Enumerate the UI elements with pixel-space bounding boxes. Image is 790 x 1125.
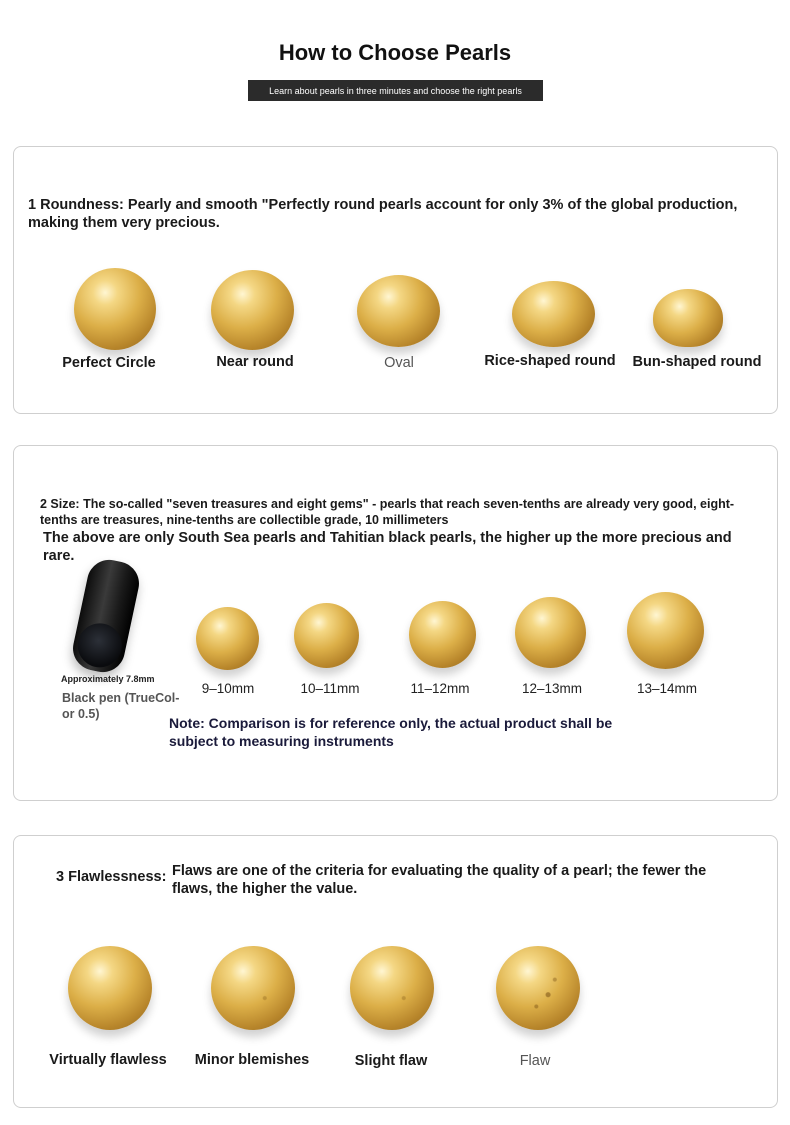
size-heading: 2 Size: The so-called "seven treasures and eight gems" - pearls that reach seven-tenths are already very good, eight-tenths are treasures, nine-tenths are collectible grade, 10 millimeters	[40, 497, 735, 527]
label-flaw: Flaw	[519, 1053, 551, 1069]
subtitle-banner: Learn about pearls in three minutes and choose the right pearls	[248, 80, 543, 101]
comparison-note: Note: Comparison is for reference only, the actual product shall be subject to measuring instruments	[169, 715, 613, 749]
label-12-13mm: 12–13mm	[521, 681, 583, 696]
label-virtually-flawless: Virtually flawless	[49, 1052, 167, 1068]
label-slight-flaw: Slight flaw	[354, 1053, 428, 1069]
label-11-12mm: 11–12mm	[410, 681, 470, 696]
roundness-heading: 1 Roundness: Pearly and smooth "Perfectly round pearls account for only 3% of the global production, making them very precious.	[28, 197, 738, 231]
label-13-14mm: 13–14mm	[636, 681, 698, 696]
pearl-13-14mm	[627, 592, 704, 669]
pearl-10-11mm	[294, 603, 359, 668]
label-perfect-circle: Perfect Circle	[62, 355, 156, 371]
pen-caption: Black pen (TrueCol-or 0.5)	[62, 691, 180, 721]
pen-approx-size: Approximately 7.8mm	[61, 674, 155, 684]
size-subheading: The above are only South Sea pearls and Tahitian black pearls, the higher up the more precious and rare.	[43, 530, 732, 564]
label-oval: Oval	[384, 355, 414, 371]
pearl-11-12mm	[409, 601, 476, 668]
label-9-10mm: 9–10mm	[201, 681, 255, 696]
pearl-slight-flaw	[350, 946, 434, 1030]
pearl-flaw	[496, 946, 580, 1030]
pearl-virtually-flawless	[68, 946, 152, 1030]
pearl-minor-blemishes	[211, 946, 295, 1030]
pearl-oval	[357, 275, 440, 347]
pearl-near-round	[211, 270, 294, 350]
pearl-perfect-circle	[74, 268, 156, 350]
pearl-12-13mm	[515, 597, 586, 668]
label-bun-shaped: Bun-shaped round	[632, 354, 762, 370]
label-10-11mm: 10–11mm	[300, 681, 360, 696]
flawlessness-heading-text: Flaws are one of the criteria for evaluating the quality of a pearl; the fewer the flaws, the higher the value.	[172, 863, 707, 897]
pearl-rice-shaped	[512, 281, 595, 347]
flawlessness-heading-label: 3 Flawlessness:	[56, 869, 167, 885]
pearl-bun-shaped	[653, 289, 723, 347]
label-minor-blemishes: Minor blemishes	[194, 1052, 310, 1068]
pearl-9-10mm	[196, 607, 259, 670]
label-rice-shaped: Rice-shaped round	[484, 353, 616, 369]
label-near-round: Near round	[216, 354, 294, 370]
page-title: How to Choose Pearls	[278, 40, 512, 65]
